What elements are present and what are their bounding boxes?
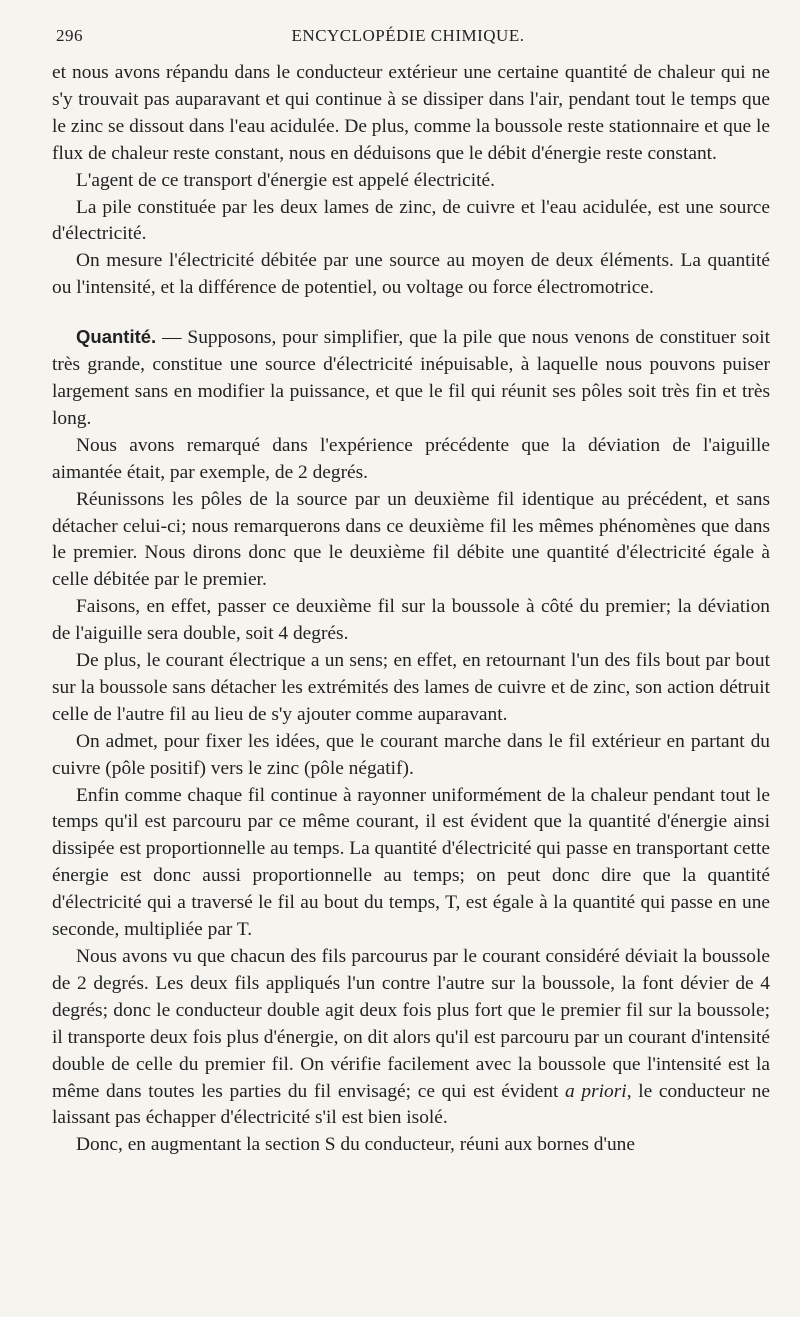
paragraph: et nous avons répandu dans le conducteur extérieur une certaine quantité de chaleur qui ne s'y trouvait pas auparavant et qui continue à se dissiper dans l'air, pendant tout le temps que le zinc se dissout dans l'eau acidulée. De plus, comme la boussole reste stationnaire et que le flux de chaleur reste constant, nous en déduisons que le débit d'énergie reste constant. <box>52 62 770 164</box>
paragraph-text: Nous avons vu que chacun des fils parcourus par le courant considéré déviait la boussole de 2 degrés. Les deux fils appliqués l'un contre l'autre sur la boussole, la font dévier de 4 degrés; donc le conducteur double agit deux fois plus fort que le premier fil sur la boussole; il transporte deux fois plus d'énergie, on dit alors qu'il est parcouru par un courant d'intensité double de celle du premier fil. On vérifie facilement avec la boussole que l'intensité est la même dans toutes les parties du fil envisagé; ce qui est évident <box>52 946 770 1102</box>
paragraph: On mesure l'électricité débitée par une source au moyen de deux éléments. La quantité ou l'intensité, et la différence de potentiel, ou voltage ou force électromotrice. <box>52 250 770 299</box>
running-head <box>56 26 760 52</box>
paragraph: La pile constituée par les deux lames de zinc, de cuivre et l'eau acidulée, est une source d'électricité. <box>52 196 770 245</box>
section-heading: Quantité. <box>76 326 157 348</box>
paragraph: Faisons, en effet, passer ce deuxième fil sur la boussole à côté du premier; la déviation de l'aiguille sera double, soit 4 degrés. <box>52 596 770 645</box>
section-gap <box>52 302 770 324</box>
paragraph-text: , le conducteur ne laissant pas échapper d'électricité s'il est bien isolé. <box>52 1080 771 1129</box>
paragraph: On admet, pour fixer les idées, que le courant marche dans le fil extérieur en partant du cuivre (pôle positif) vers le zinc (pôle négatif). <box>52 730 770 779</box>
paragraph: De plus, le courant électrique a un sens; en effet, en retournant l'un des fils bout par bout sur la boussole sans détacher les extrémités des lames de cuivre et de zinc, son action détruit celle de l'autre fil au lieu de s'y ajouter comme auparavant. <box>52 650 770 725</box>
paragraph-quantite <box>52 324 770 433</box>
body-text <box>52 60 770 1159</box>
page-number: 296 <box>56 26 83 45</box>
header-title: ENCYCLOPÉDIE CHIMIQUE. <box>291 26 525 45</box>
paragraph <box>52 944 770 1132</box>
italic-phrase: a priori <box>565 1080 627 1102</box>
paragraph: Réunissons les pôles de la source par un deuxième fil identique au précédent, et sans détacher celui-ci; nous remarquerons dans ce deuxième fil les mêmes phénomènes que dans le premier. Nous dirons donc que le deuxième fil débite une quantité d'électricité égale à celle débitée par le premier. <box>52 488 770 591</box>
paragraph: Nous avons remarqué dans l'expérience précédente que la déviation de l'aiguille aimantée était, par exemple, de 2 degrés. <box>52 434 770 483</box>
paragraph: Enfin comme chaque fil continue à rayonner uniformément de la chaleur pendant tout le temps qu'il est parcouru par ce même courant, il est évident que la quantité d'énergie ainsi dissipée est proportionnelle au temps. La quantité d'électricité qui passe en transportant cette énergie est donc aussi proportionnelle au temps; on peut donc dire que la quantité d'électricité qui a traversé le fil au bout du temps, T, est égale à la quantité qui passe en une seconde, multipliée par T. <box>52 784 771 941</box>
paragraph-text: — Supposons, pour simplifier, que la pile que nous venons de constituer soit très grande, constitue une source d'électricité inépuisable, à laquelle nous pouvons puiser largement sans en modifier la puissance, et que le fil qui réunit ses pôles soit très fin et très long. <box>52 327 770 429</box>
paragraph: Donc, en augmentant la section S du conducteur, réuni aux bornes d'une <box>76 1134 635 1156</box>
paragraph: L'agent de ce transport d'énergie est appelé électricité. <box>76 169 496 191</box>
